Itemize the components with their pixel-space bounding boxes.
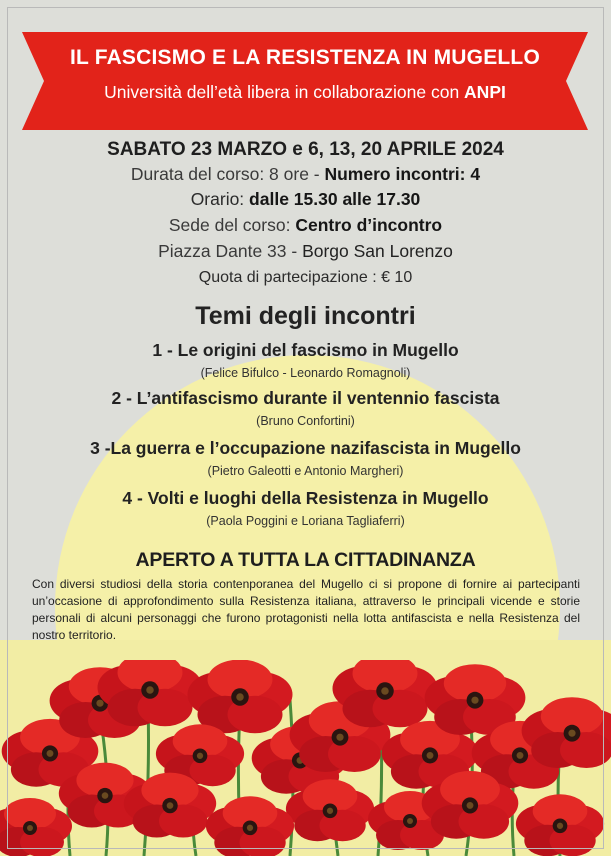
course-address xyxy=(0,241,611,262)
course-description: Con diversi studiosi della storia contenporanea del Mugello ci si propone di fornire ai partecipanti un’occasione di approfondimento sulla Resistenza italiana, attraverso le principali vicende e storie personali di alcuni personaggi che furono protagonisti nella lotta antifascista e nella Resistenza del nostro territorio. xyxy=(32,577,580,642)
theme-2-title: 2 - L’antifascismo durante il ventennio fascista xyxy=(111,388,500,408)
title-banner xyxy=(22,32,588,130)
themes-heading: Temi degli incontri xyxy=(195,302,416,330)
theme-4-title: 4 - Volti e luoghi della Resistenza in Mugello xyxy=(122,488,489,508)
theme-3-title: 3 -La guerra e l’occupazione nazifascista in Mugello xyxy=(90,438,521,458)
anpi-label: ANPI xyxy=(464,82,506,102)
theme-2-authors: (Bruno Confortini) xyxy=(256,414,355,428)
course-venue xyxy=(0,215,611,236)
venue-value: Centro d’incontro xyxy=(295,215,443,235)
address-town: Borgo San Lorenzo xyxy=(302,241,453,261)
course-fee: Quota di partecipazione : € 10 xyxy=(198,269,413,286)
time-label: Orario: xyxy=(190,189,250,209)
course-duration xyxy=(0,164,611,185)
poster-title: IL FASCISMO E LA RESISTENZA IN MUGELLO xyxy=(69,46,540,69)
poppies-illustration xyxy=(0,660,611,856)
open-to-all-heading: APERTO A TUTTA LA CITTADINANZA xyxy=(135,549,476,571)
venue-label: Sede del corso: xyxy=(168,215,296,235)
course-time xyxy=(0,189,611,210)
poster-subtitle xyxy=(22,82,588,103)
subtitle-text: Università dell’età libera in collaborazione con xyxy=(104,82,465,102)
course-dates: SABATO 23 MARZO e 6, 13, 20 APRILE 2024 xyxy=(107,139,504,160)
address-street: Piazza Dante 33 - xyxy=(158,241,303,261)
meetings-count: Numero incontri: 4 xyxy=(324,164,481,184)
theme-4-authors: (Paola Poggini e Loriana Tagliaferri) xyxy=(206,514,405,528)
time-value: dalle 15.30 alle 17.30 xyxy=(249,189,421,209)
theme-3-authors: (Pietro Galeotti e Antonio Margheri) xyxy=(207,464,404,478)
duration-label: Durata del corso: 8 ore - xyxy=(130,164,325,184)
theme-1-title: 1 - Le origini del fascismo in Mugello xyxy=(152,340,459,360)
theme-1-authors: (Felice Bifulco - Leonardo Romagnoli) xyxy=(200,366,411,380)
